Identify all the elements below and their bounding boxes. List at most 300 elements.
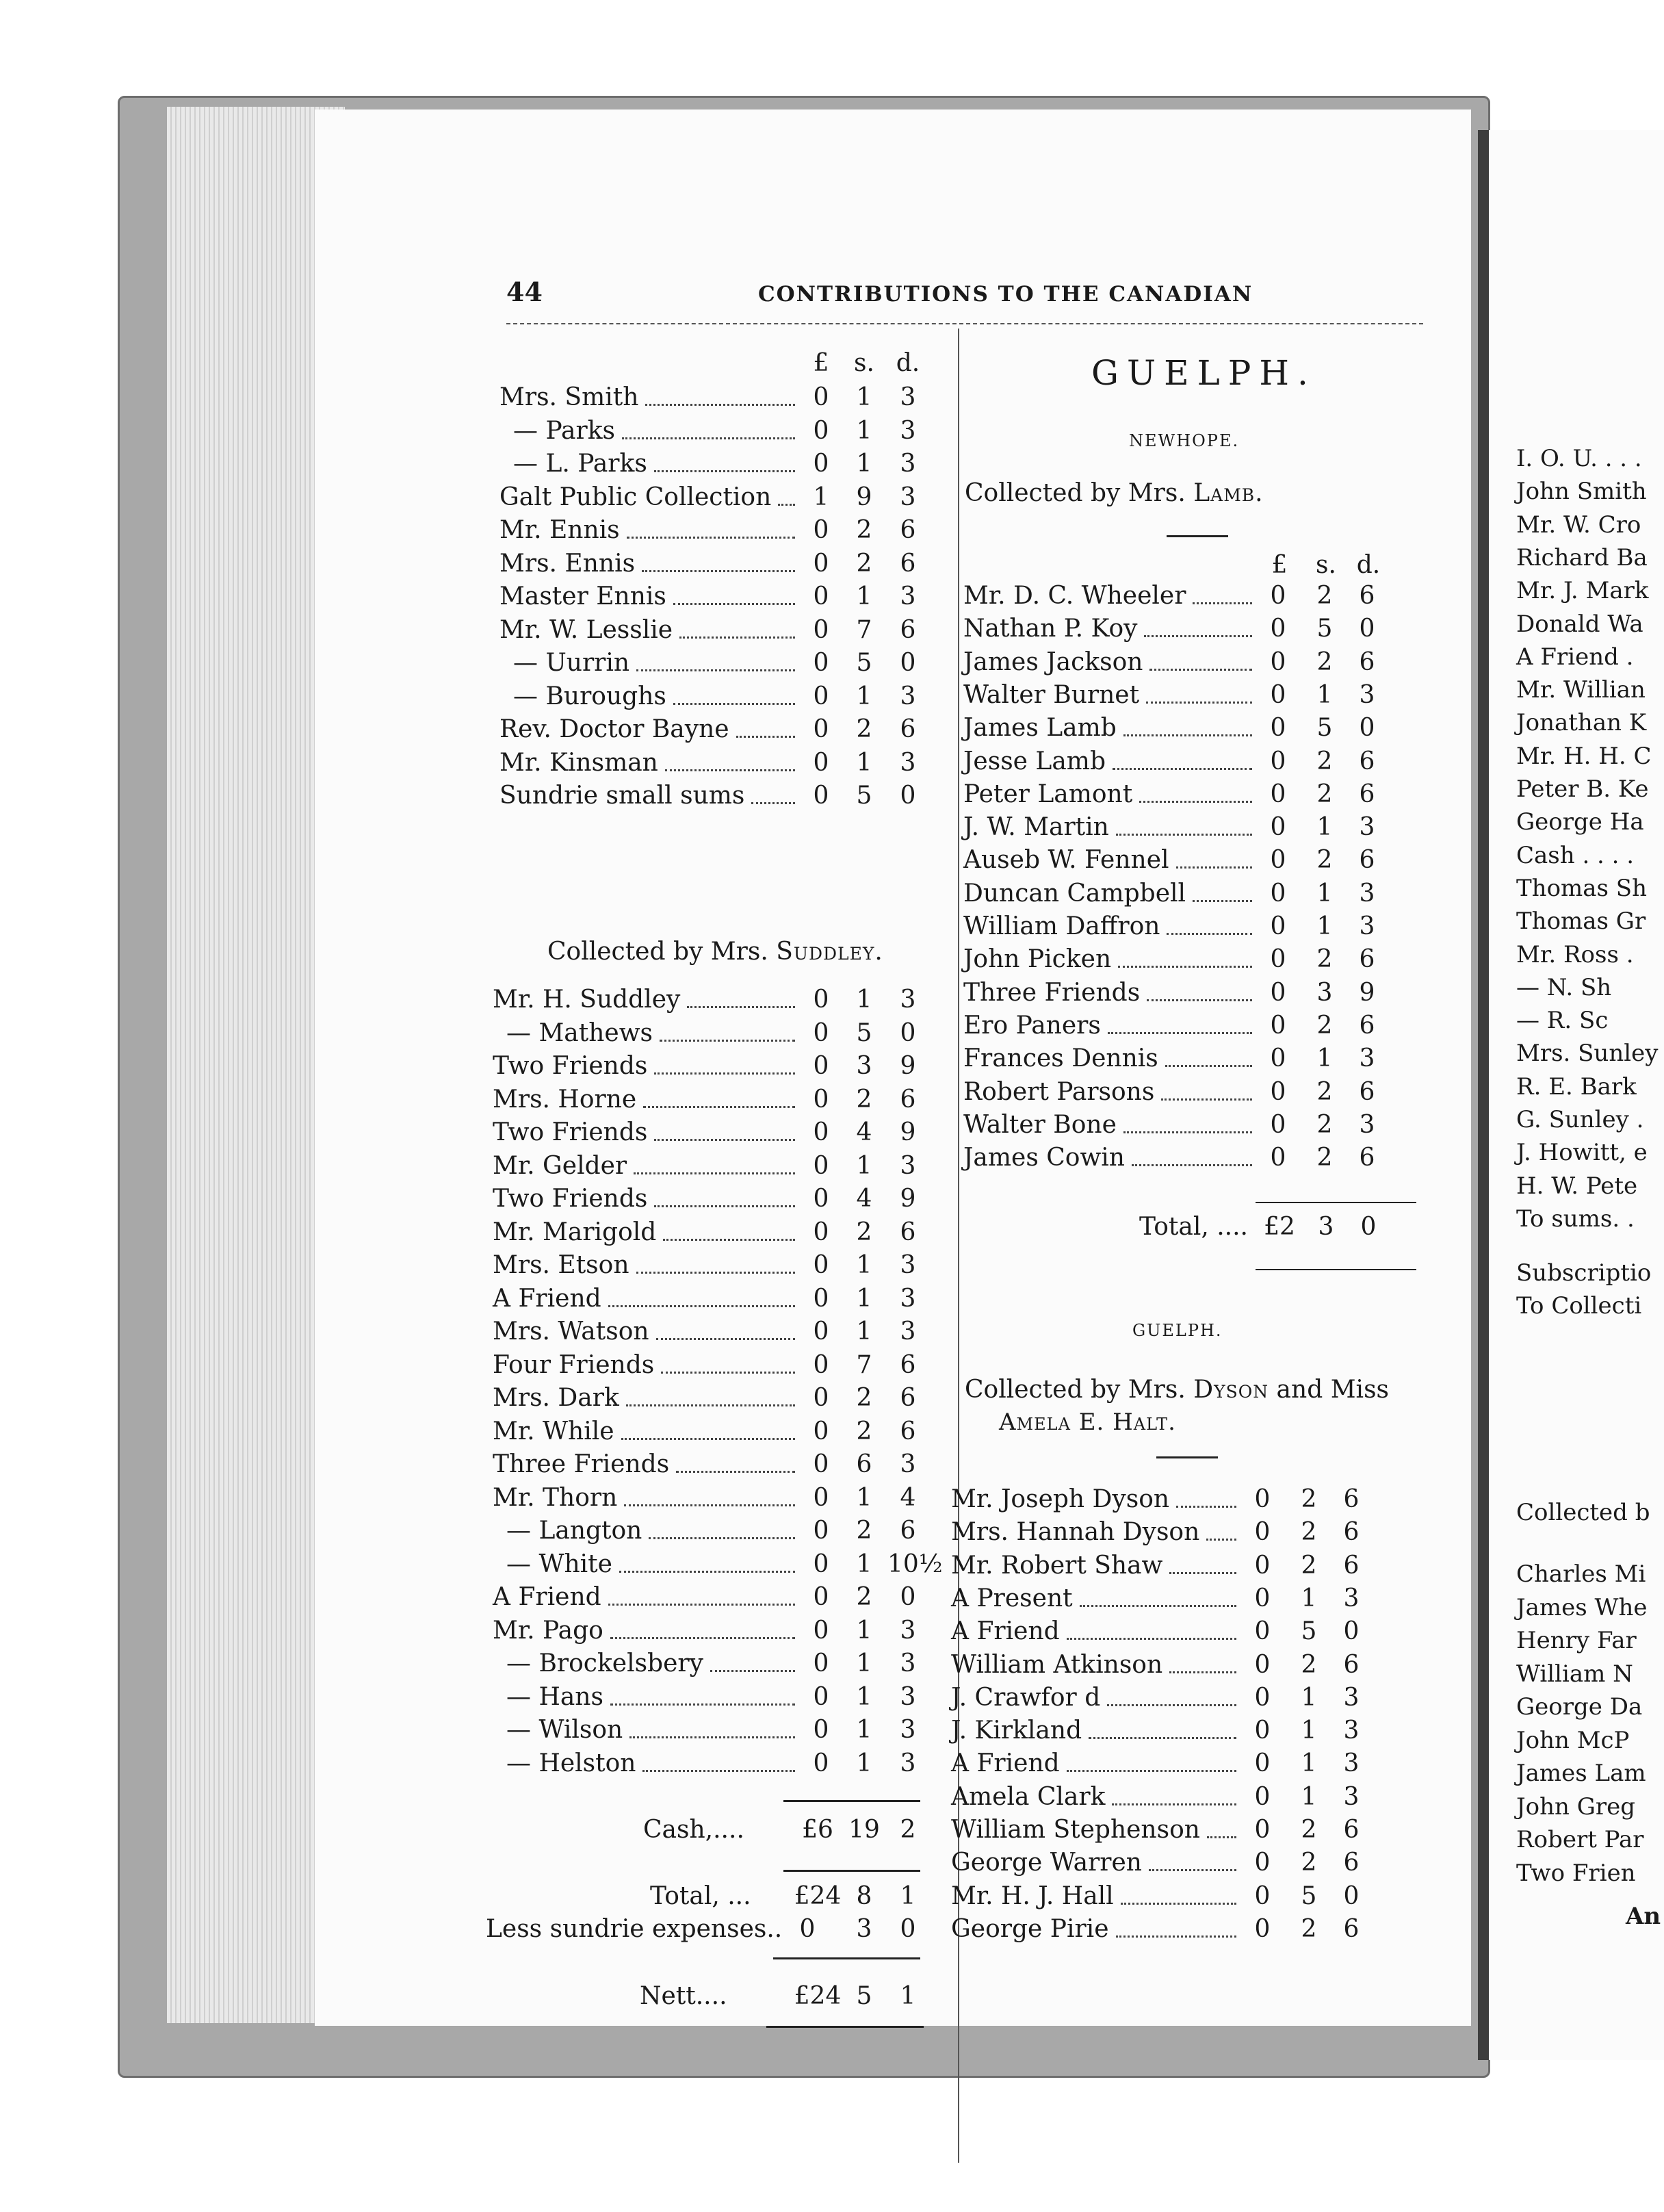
pence-value: 3 — [1359, 1110, 1375, 1139]
pence-value: 6 — [1343, 1650, 1360, 1679]
pounds-value: 0 — [813, 1384, 829, 1412]
pounds-value: 0 — [813, 383, 829, 411]
pence-value: 6 — [900, 549, 916, 578]
pence-value: 3 — [1343, 1749, 1360, 1778]
entry-row — [951, 1849, 1416, 1881]
contributor-name: Mr. H. J. Hall — [951, 1881, 1114, 1910]
entry-row — [493, 1517, 937, 1549]
pence-value: 0 — [900, 649, 916, 677]
contributor-name: — Brockelsbery — [506, 1649, 703, 1677]
entry-row — [951, 1816, 1416, 1849]
leader-dots — [1123, 714, 1252, 736]
pounds-value: 0 — [813, 549, 829, 578]
leader-dots — [679, 616, 795, 639]
pence-value: 3 — [900, 582, 916, 610]
entry-row — [963, 945, 1415, 978]
leader-dots — [1165, 1044, 1252, 1067]
pounds-value: 0 — [1270, 1044, 1286, 1073]
contributor-name: — Mathews — [506, 1018, 653, 1047]
pence-value: 6 — [1359, 846, 1375, 875]
fragment-line: John Greg — [1516, 1792, 1636, 1821]
pence-value: 3 — [900, 1151, 916, 1180]
pence-header: d. — [1356, 551, 1381, 579]
entry-row — [499, 450, 937, 483]
pounds-value: 0 — [1270, 1077, 1286, 1106]
leader-dots — [622, 417, 795, 439]
contributor-name: Mr. Thorn — [493, 1483, 618, 1512]
shillings-value: 2 — [856, 1517, 872, 1545]
entry-row — [499, 649, 937, 682]
leader-dots — [736, 715, 795, 738]
pounds-value: 0 — [813, 1251, 829, 1279]
suddley-heading — [547, 938, 883, 966]
shillings-value: 1 — [856, 1284, 872, 1313]
contributor-name: Mr. D. C. Wheeler — [963, 582, 1186, 610]
shillings-value: 2 — [1301, 1849, 1317, 1877]
heading-text: Collected by Mrs. — [547, 938, 777, 966]
contributor-name: Robert Parsons — [963, 1077, 1155, 1106]
entry-row — [963, 714, 1415, 747]
pound-header: £ — [1271, 551, 1288, 579]
pence-value: 3 — [900, 1616, 916, 1645]
pence-value: 9 — [900, 1185, 916, 1213]
pounds-value: 0 — [813, 1052, 829, 1080]
entry-row — [951, 1882, 1416, 1915]
pence-value: 6 — [1359, 1011, 1375, 1040]
shillings-value: 2 — [1301, 1914, 1317, 1943]
entry-row — [963, 582, 1415, 615]
fragment-line: Robert Par — [1516, 1826, 1644, 1853]
pounds-value: 0 — [1270, 1144, 1286, 1172]
pence-value: 3 — [900, 1716, 916, 1744]
contributor-name: Jesse Lamb — [963, 747, 1106, 775]
pence-value: 6 — [900, 1218, 916, 1246]
pounds-value: 0 — [813, 450, 829, 478]
pence-header: d. — [896, 349, 920, 377]
pounds-value: 0 — [1254, 1849, 1271, 1877]
fragment-line: Charles Mi — [1516, 1560, 1646, 1588]
entry-row — [493, 1450, 937, 1483]
collector-name: Lamb. — [1193, 479, 1264, 507]
less-pence: 0 — [900, 1915, 916, 1943]
shillings-value: 3 — [1316, 978, 1333, 1007]
entry-row — [493, 1152, 937, 1185]
pounds-value: 0 — [813, 1450, 829, 1478]
shillings-value: 6 — [856, 1450, 872, 1478]
leader-dots — [1132, 1144, 1252, 1166]
shillings-value: 2 — [856, 1384, 872, 1412]
pence-value: 3 — [900, 1682, 916, 1711]
shillings-value: 1 — [1316, 1044, 1333, 1073]
shillings-value: 2 — [1316, 780, 1333, 808]
contributor-name: — Uurrin — [513, 649, 630, 677]
fragment-line: I. O. U. . . . — [1516, 445, 1642, 472]
leader-dots — [1116, 813, 1252, 836]
entry-row — [499, 383, 937, 416]
pence-value: 10½ — [887, 1549, 943, 1578]
contributor-name: Mr. While — [493, 1417, 614, 1445]
contributor-name: A Friend — [951, 1749, 1060, 1778]
total-label: Total, ... — [650, 1882, 751, 1910]
shillings-value: 5 — [856, 1018, 872, 1047]
pounds-value: 0 — [813, 1417, 829, 1445]
entry-row — [963, 846, 1415, 879]
pence-value: 3 — [1359, 1044, 1375, 1073]
shillings-value: 1 — [856, 1649, 872, 1677]
pounds-value: 0 — [813, 1284, 829, 1313]
pounds-value: 0 — [1254, 1551, 1271, 1580]
contributor-name: William Daffron — [963, 912, 1160, 940]
contributor-name: — Langton — [506, 1517, 642, 1545]
fragment-line: Mr. H. H. C — [1516, 742, 1652, 770]
running-head: CONTRIBUTIONS TO THE CANADIAN — [758, 282, 1253, 307]
leader-dots — [1112, 1783, 1236, 1805]
fragment-line: George Ha — [1516, 808, 1644, 836]
pence-value: 6 — [1359, 945, 1375, 974]
lamb-total-row — [965, 1213, 1416, 1246]
shillings-value: 5 — [856, 649, 872, 677]
dyson-heading-line1 — [965, 1376, 1389, 1404]
contributor-name: Mr. Robert Shaw — [951, 1551, 1163, 1580]
leader-dots — [627, 516, 795, 539]
pounds-value: 0 — [813, 748, 829, 777]
entry-row — [963, 979, 1415, 1012]
entry-row — [499, 417, 937, 450]
entry-row — [951, 1617, 1416, 1650]
shillings-value: 2 — [856, 1218, 872, 1246]
pence-value: 3 — [900, 1749, 916, 1777]
contributor-name: Three Friends — [493, 1450, 670, 1478]
leader-dots — [1193, 582, 1252, 604]
heading-text: Collected by Mrs. — [965, 1376, 1194, 1404]
leader-dots — [634, 1152, 795, 1174]
contributor-name: Peter Lamont — [963, 780, 1133, 808]
pence-value: 4 — [900, 1483, 916, 1512]
entry-row — [951, 1915, 1416, 1948]
contributor-name: Mr. Marigold — [493, 1218, 657, 1246]
shillings-value: 1 — [856, 1151, 872, 1180]
fragment-line: James Whe — [1516, 1593, 1648, 1621]
nett-underline — [766, 2026, 924, 2028]
collector-name: Dyson — [1193, 1376, 1269, 1404]
shillings-value: 2 — [856, 1417, 872, 1445]
leader-dots — [621, 1417, 795, 1440]
heading-text-end: and Miss — [1269, 1376, 1390, 1404]
pence-value: 3 — [900, 682, 916, 710]
pence-value: 6 — [900, 1350, 916, 1379]
pence-value: 3 — [1343, 1683, 1360, 1712]
entry-row — [963, 912, 1415, 945]
fragment-line: To sums. . — [1516, 1205, 1635, 1233]
leader-dots — [1206, 1518, 1236, 1541]
fragment-line: John Smith — [1516, 478, 1647, 506]
pounds-value: 0 — [813, 1583, 829, 1611]
pence-value: 3 — [1359, 680, 1375, 709]
leader-dots — [656, 1317, 795, 1340]
shillings-value: 2 — [856, 715, 872, 743]
fragment-line: Richard Ba — [1516, 543, 1648, 571]
pounds-value: 0 — [813, 416, 829, 445]
pounds-value: 0 — [813, 1151, 829, 1180]
pence-value: 0 — [1343, 1617, 1360, 1646]
leader-dots — [1167, 912, 1252, 935]
shillings-value: 1 — [856, 1317, 872, 1346]
fragment-line: Mr. W. Cro — [1516, 511, 1641, 539]
guelph-subheading: GUELPH. — [1132, 1321, 1223, 1340]
leader-dots — [1108, 1012, 1252, 1034]
total-shillings: 8 — [856, 1882, 872, 1910]
pence-value: 3 — [900, 1284, 916, 1313]
currency-header-right — [965, 551, 1416, 584]
pounds-value: 0 — [1270, 582, 1286, 610]
pounds-value: 0 — [813, 615, 829, 644]
shillings-value: 1 — [856, 1251, 872, 1279]
contributor-name: Mr. Ennis — [499, 516, 620, 544]
shillings-value: 1 — [856, 1616, 872, 1645]
leader-dots — [676, 1450, 795, 1473]
shillings-value: 1 — [856, 1483, 872, 1512]
pounds-value: 0 — [1270, 780, 1286, 808]
shillings-value: 1 — [1301, 1716, 1317, 1745]
pence-value: 6 — [1343, 1518, 1360, 1547]
fragment-line: Donald Wa — [1516, 610, 1643, 638]
pence-value: 6 — [900, 516, 916, 544]
shillings-value: 1 — [1316, 879, 1333, 908]
entry-row — [963, 1012, 1415, 1044]
leader-dots — [642, 550, 795, 572]
contributor-name: Mrs. Dark — [493, 1384, 619, 1412]
guelph-title: GUELPH. — [1091, 353, 1316, 393]
contributor-name: Mrs. Watson — [493, 1317, 649, 1346]
shillings-value: 5 — [1316, 615, 1333, 643]
shillings-value: 2 — [856, 549, 872, 578]
shillings-value: 2 — [1301, 1816, 1317, 1844]
entry-row — [963, 1078, 1415, 1111]
dyson-heading-line2: Amela E. Halt. — [999, 1409, 1176, 1436]
pence-value: 3 — [900, 450, 916, 478]
leader-dots — [608, 1583, 795, 1606]
shillings-value: 1 — [856, 748, 872, 777]
entry-row — [493, 1351, 937, 1384]
leader-dots — [778, 483, 795, 506]
pence-value: 6 — [1359, 1144, 1375, 1172]
pounds-value: 0 — [1254, 1782, 1271, 1811]
shillings-value: 2 — [1301, 1650, 1317, 1679]
contributor-name: J. W. Martin — [963, 813, 1109, 842]
less-shillings: 3 — [856, 1915, 872, 1943]
shillings-value: 1 — [856, 682, 872, 710]
fragment-line: Collected b — [1516, 1499, 1650, 1526]
nett-pounds: £24 — [794, 1982, 842, 2010]
fragment-line: Thomas Sh — [1516, 874, 1648, 902]
shillings-value: 3 — [856, 1052, 872, 1080]
leader-dots — [1121, 1882, 1236, 1905]
pence-value: 6 — [900, 1517, 916, 1545]
entry-row — [493, 1317, 937, 1350]
pounds-value: 0 — [1270, 680, 1286, 709]
shilling-header: s. — [854, 349, 874, 377]
contributor-name: J. Kirkland — [951, 1716, 1082, 1745]
fragment-line: Cash . . . . — [1516, 841, 1635, 869]
leader-dots — [1107, 1684, 1236, 1706]
entry-row — [499, 483, 937, 516]
pence-value: 0 — [900, 1018, 916, 1047]
contributor-name: James Jackson — [963, 647, 1143, 676]
pounds-value: 0 — [813, 715, 829, 743]
leader-dots — [642, 1749, 795, 1772]
entry-row — [963, 1144, 1415, 1176]
fragment-line: James Lam — [1516, 1760, 1646, 1787]
shillings-value: 1 — [1301, 1782, 1317, 1811]
entry-row — [493, 1085, 937, 1118]
pence-value: 6 — [900, 1085, 916, 1114]
contributor-name: Walter Bone — [963, 1110, 1117, 1139]
pounds-value: 0 — [813, 1682, 829, 1711]
entry-row — [493, 1384, 937, 1417]
contributor-name: Frances Dennis — [963, 1044, 1158, 1073]
cash-rule — [783, 1800, 920, 1802]
entry-row — [499, 682, 937, 715]
pence-value: 6 — [1343, 1816, 1360, 1844]
pounds-value: 0 — [1254, 1617, 1271, 1646]
leader-dots — [610, 1683, 795, 1706]
pence-value: 6 — [1343, 1914, 1360, 1943]
shillings-value: 2 — [1301, 1551, 1317, 1580]
leader-dots — [645, 383, 795, 406]
next-page-fragment-end: An — [1626, 1903, 1661, 1930]
shillings-value: 1 — [856, 1716, 872, 1744]
leader-dots — [619, 1550, 795, 1573]
contributor-name: A Friend — [951, 1617, 1060, 1646]
shillings-value: 1 — [856, 1682, 872, 1711]
pounds-value: 0 — [813, 1716, 829, 1744]
cash-pence: 2 — [900, 1816, 916, 1844]
entry-row — [951, 1552, 1416, 1584]
pounds-value: 0 — [1254, 1683, 1271, 1712]
lamb-total-label: Total, .... — [1139, 1213, 1248, 1241]
leader-dots — [1147, 979, 1252, 1001]
pence-value: 3 — [900, 1450, 916, 1478]
fragment-line: H. W. Pete — [1516, 1172, 1638, 1200]
pence-value: 3 — [1359, 813, 1375, 842]
entry-row — [493, 1716, 937, 1749]
less-expenses-label: Less sundrie expenses.. — [486, 1915, 783, 1943]
pounds-value: 0 — [1254, 1816, 1271, 1844]
leader-dots — [1207, 1816, 1236, 1838]
entry-row — [499, 616, 937, 649]
contributor-name: — Wilson — [506, 1716, 623, 1744]
leader-dots — [710, 1649, 795, 1672]
fragment-line: Mr. Ross . — [1516, 940, 1634, 968]
lamb-heading-rule — [1167, 535, 1228, 537]
pounds-value: 0 — [1270, 647, 1286, 676]
leader-dots — [1169, 1552, 1236, 1574]
pence-value: 6 — [1359, 1077, 1375, 1106]
pounds-value: 0 — [1270, 879, 1286, 908]
leader-dots — [1193, 879, 1252, 902]
shillings-value: 2 — [1316, 1144, 1333, 1172]
shillings-value: 2 — [1316, 647, 1333, 676]
pence-value: 6 — [1359, 647, 1375, 676]
pounds-value: 0 — [1270, 846, 1286, 875]
leader-dots — [1113, 747, 1252, 770]
contributor-name: A Friend — [493, 1284, 601, 1313]
pounds-value: 0 — [813, 1749, 829, 1777]
entry-row — [493, 1617, 937, 1649]
pence-value: 6 — [1359, 582, 1375, 610]
contributor-name: Sundrie small sums — [499, 782, 745, 810]
pounds-value: 0 — [1270, 747, 1286, 775]
pounds-value: 0 — [1270, 615, 1286, 643]
pounds-value: 0 — [1254, 1584, 1271, 1612]
pounds-value: 0 — [813, 1549, 829, 1578]
total-rule — [783, 1870, 920, 1872]
entry-row — [493, 1683, 937, 1716]
lamb-total-pence: 0 — [1360, 1213, 1377, 1241]
leader-dots — [626, 1384, 795, 1406]
pence-value: 9 — [900, 1052, 916, 1080]
pence-value: 3 — [900, 1649, 916, 1677]
contributor-name: Mrs. Hannah Dyson — [951, 1518, 1200, 1547]
leader-dots — [660, 1019, 795, 1042]
fragment-line: Subscriptio — [1516, 1259, 1652, 1287]
fragment-line: Thomas Gr — [1516, 908, 1646, 936]
leader-dots — [1176, 846, 1252, 869]
lamb-heading — [965, 479, 1264, 507]
pounds-value: 0 — [813, 1085, 829, 1114]
shillings-value: 5 — [1301, 1617, 1317, 1646]
currency-header — [513, 349, 937, 382]
contributor-name: Mrs. Horne — [493, 1085, 637, 1114]
entry-row — [493, 1218, 937, 1251]
contributor-name: Mr. Kinsman — [499, 748, 658, 777]
entry-row — [963, 681, 1415, 714]
total-pounds: £24 — [794, 1882, 842, 1910]
contributor-name: George Warren — [951, 1849, 1142, 1877]
entry-row — [963, 879, 1415, 912]
pence-value: 6 — [900, 1417, 916, 1445]
shillings-value: 1 — [1301, 1749, 1317, 1778]
contributor-name: Auseb W. Fennel — [963, 846, 1169, 875]
leader-dots — [1161, 1078, 1252, 1101]
contributor-name: William Atkinson — [951, 1650, 1163, 1679]
entry-row — [951, 1518, 1416, 1551]
entry-row — [963, 747, 1415, 780]
shilling-header: s. — [1316, 551, 1336, 579]
entry-row — [951, 1783, 1416, 1816]
lamb-total-rule-top — [1256, 1202, 1416, 1203]
entry-row — [963, 648, 1415, 681]
pounds-value: 0 — [813, 782, 829, 810]
shillings-value: 1 — [1316, 912, 1333, 940]
pence-value: 6 — [900, 615, 916, 644]
pounds-value: 0 — [1270, 813, 1286, 842]
fragment-line: Mrs. Sunley — [1516, 1040, 1659, 1068]
pounds-value: 0 — [1270, 1011, 1286, 1040]
leader-dots — [624, 1484, 795, 1506]
entry-row — [499, 582, 937, 615]
shillings-value: 1 — [1316, 680, 1333, 709]
shillings-value: 1 — [856, 450, 872, 478]
entry-row — [493, 986, 937, 1018]
entry-row — [493, 1649, 937, 1682]
leader-dots — [1176, 1485, 1236, 1508]
pounds-value: 0 — [813, 1350, 829, 1379]
leader-dots — [1139, 780, 1252, 803]
nett-label: Nett.... — [640, 1982, 727, 2010]
leader-dots — [1146, 681, 1252, 704]
pounds-value: 1 — [813, 483, 829, 511]
